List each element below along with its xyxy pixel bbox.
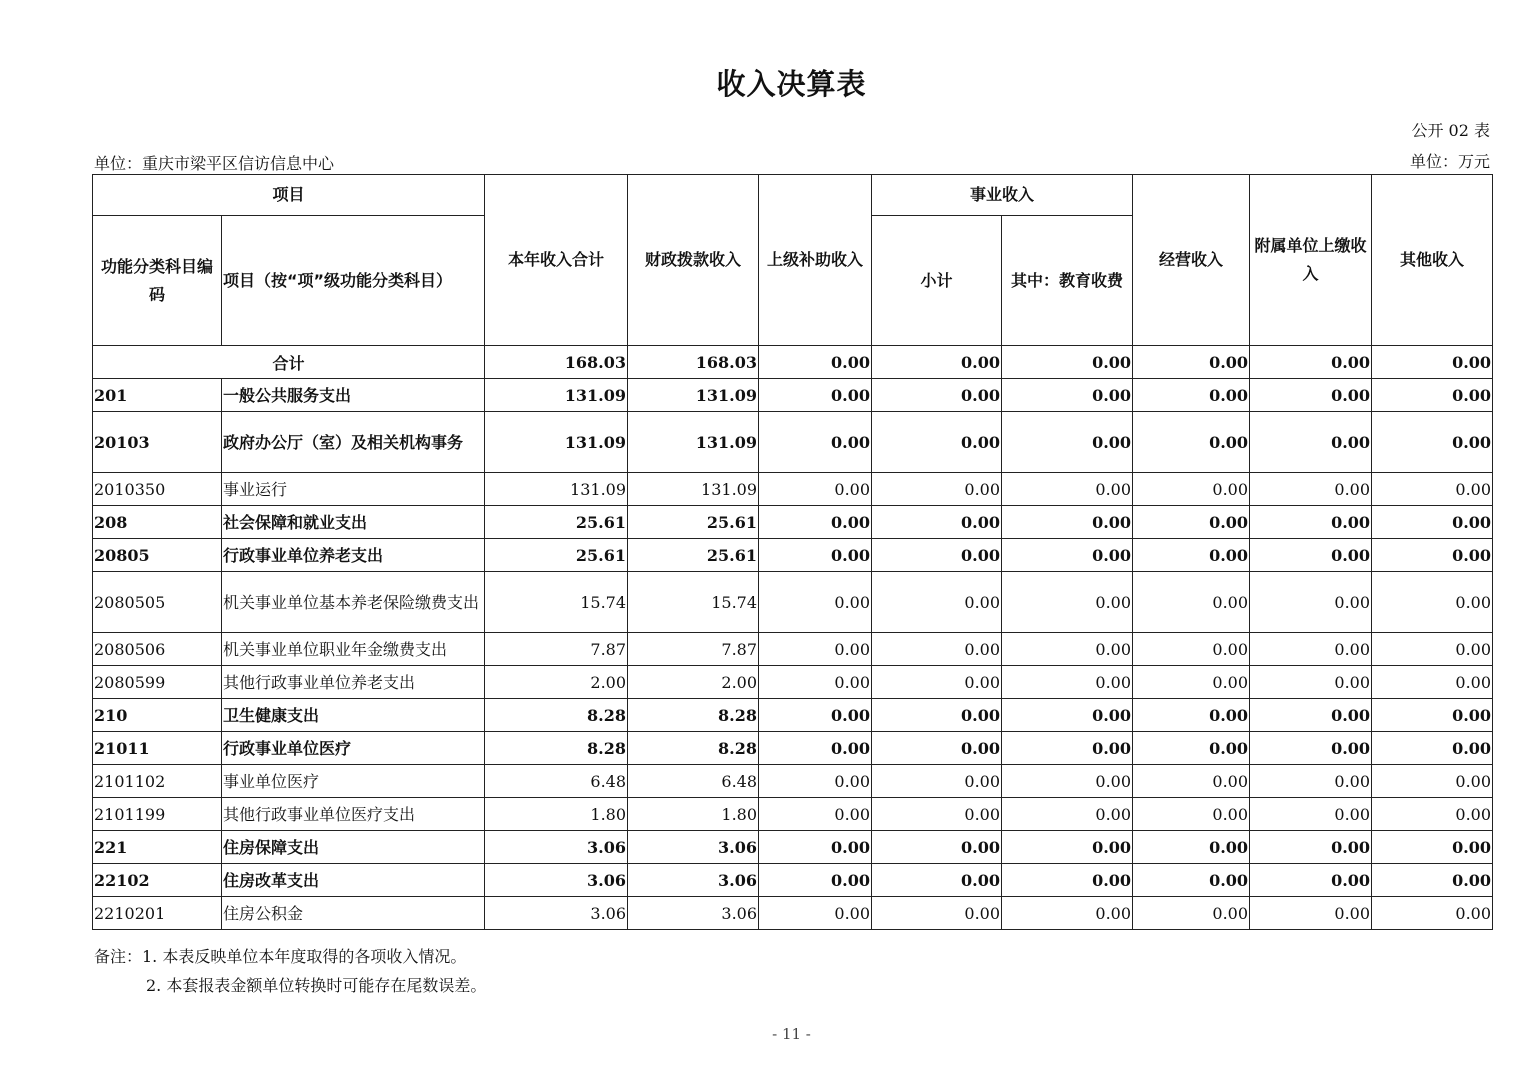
row-value: 0.00: [872, 666, 1002, 699]
row-name: 一般公共服务支出: [222, 379, 485, 412]
income-table: [92, 174, 1493, 930]
row-value: 0.00: [872, 506, 1002, 539]
header-operating: 经营收入: [1133, 175, 1250, 346]
row-value: 0.00: [1372, 666, 1493, 699]
row-value: 0.00: [759, 732, 872, 765]
row-code: 20103: [93, 412, 222, 473]
row-value: 3.06: [485, 864, 628, 897]
row-code: 2010350: [93, 473, 222, 506]
row-code: 22102: [93, 864, 222, 897]
row-value: 0.00: [1133, 633, 1250, 666]
row-value: 0.00: [1133, 732, 1250, 765]
row-value: 0.00: [1002, 379, 1133, 412]
row-value: 25.61: [628, 506, 759, 539]
total-value: 168.03: [485, 346, 628, 379]
table-header: [93, 175, 1493, 346]
note-line-2: 2. 本套报表金额单位转换时可能存在尾数误差。: [146, 976, 487, 995]
row-code: 2101102: [93, 765, 222, 798]
table-row: [93, 831, 1493, 864]
row-value: 0.00: [1133, 572, 1250, 633]
row-value: 0.00: [1250, 412, 1372, 473]
row-value: 0.00: [1250, 765, 1372, 798]
row-code: 221: [93, 831, 222, 864]
row-value: 0.00: [1372, 379, 1493, 412]
total-value: 0.00: [759, 346, 872, 379]
header-func-name: 项目（按“项”级功能分类科目）: [222, 216, 485, 346]
row-value: 0.00: [1250, 864, 1372, 897]
row-value: 0.00: [759, 666, 872, 699]
table-row: [93, 539, 1493, 572]
row-name: 事业单位医疗: [222, 765, 485, 798]
row-value: 131.09: [485, 412, 628, 473]
row-value: 131.09: [485, 379, 628, 412]
row-value: 0.00: [1002, 666, 1133, 699]
row-value: 131.09: [628, 473, 759, 506]
row-name: 政府办公厅（室）及相关机构事务: [222, 412, 485, 473]
row-name: 卫生健康支出: [222, 699, 485, 732]
row-value: 0.00: [759, 473, 872, 506]
row-value: 0.00: [759, 379, 872, 412]
row-value: 0.00: [1250, 831, 1372, 864]
row-value: 0.00: [872, 864, 1002, 897]
row-code: 2080506: [93, 633, 222, 666]
row-code: 208: [93, 506, 222, 539]
row-code: 201: [93, 379, 222, 412]
currency-unit: 单位：万元: [1409, 152, 1490, 171]
row-value: 0.00: [759, 699, 872, 732]
header-education: 其中：教育收费: [1002, 216, 1133, 346]
row-value: 0.00: [872, 633, 1002, 666]
table-row: [93, 473, 1493, 506]
row-value: 7.87: [485, 633, 628, 666]
row-value: 0.00: [872, 798, 1002, 831]
row-value: 0.00: [1372, 864, 1493, 897]
row-value: 0.00: [1133, 699, 1250, 732]
table-row: [93, 864, 1493, 897]
row-value: 8.28: [485, 699, 628, 732]
row-value: 0.00: [1250, 666, 1372, 699]
row-value: 0.00: [759, 897, 872, 930]
row-code: 210: [93, 699, 222, 732]
header-total: 本年收入合计: [485, 175, 628, 346]
row-value: 0.00: [872, 831, 1002, 864]
reporting-unit: 单位：重庆市梁平区信访信息中心: [94, 154, 335, 173]
row-value: 0.00: [1250, 379, 1372, 412]
row-value: 0.00: [1133, 379, 1250, 412]
row-value: 0.00: [1250, 473, 1372, 506]
row-value: 0.00: [1250, 699, 1372, 732]
row-value: 0.00: [872, 897, 1002, 930]
total-label: 合计: [93, 346, 485, 379]
total-value: 0.00: [872, 346, 1002, 379]
header-func-code: 功能分类科目编码: [93, 216, 222, 346]
row-code: 21011: [93, 732, 222, 765]
row-value: 0.00: [1002, 864, 1133, 897]
row-code: 20805: [93, 539, 222, 572]
row-value: 0.00: [759, 831, 872, 864]
row-value: 0.00: [1133, 897, 1250, 930]
table-row: [93, 699, 1493, 732]
header-other: 其他收入: [1372, 175, 1493, 346]
row-value: 25.61: [485, 539, 628, 572]
row-value: 6.48: [628, 765, 759, 798]
row-code: 2080599: [93, 666, 222, 699]
total-row: [93, 346, 1493, 379]
row-value: 3.06: [628, 897, 759, 930]
row-name: 行政事业单位养老支出: [222, 539, 485, 572]
notes: [94, 942, 486, 1000]
row-value: 1.80: [628, 798, 759, 831]
row-name: 其他行政事业单位养老支出: [222, 666, 485, 699]
row-value: 0.00: [1250, 732, 1372, 765]
row-value: 0.00: [759, 506, 872, 539]
row-value: 2.00: [485, 666, 628, 699]
row-value: 0.00: [1002, 572, 1133, 633]
row-value: 3.06: [628, 831, 759, 864]
table-row: [93, 765, 1493, 798]
table-row: [93, 379, 1493, 412]
row-value: 0.00: [1133, 765, 1250, 798]
row-value: 0.00: [1133, 831, 1250, 864]
row-value: 3.06: [485, 897, 628, 930]
header-item-group: 项目: [93, 175, 485, 216]
row-name: 机关事业单位基本养老保险缴费支出: [222, 572, 485, 633]
row-value: 0.00: [759, 633, 872, 666]
row-value: 0.00: [1002, 506, 1133, 539]
row-value: 2.00: [628, 666, 759, 699]
row-value: 0.00: [1372, 897, 1493, 930]
row-value: 0.00: [1133, 666, 1250, 699]
row-value: 15.74: [628, 572, 759, 633]
row-value: 0.00: [1250, 506, 1372, 539]
header-affiliated: 附属单位上缴收入: [1250, 175, 1372, 346]
row-value: 0.00: [872, 732, 1002, 765]
total-value: 0.00: [1002, 346, 1133, 379]
row-value: 0.00: [1002, 765, 1133, 798]
row-value: 0.00: [872, 699, 1002, 732]
row-value: 0.00: [1133, 506, 1250, 539]
row-value: 0.00: [1002, 633, 1133, 666]
row-value: 0.00: [1372, 412, 1493, 473]
row-name: 机关事业单位职业年金缴费支出: [222, 633, 485, 666]
row-value: 0.00: [1133, 412, 1250, 473]
row-value: 131.09: [628, 412, 759, 473]
row-value: 25.61: [485, 506, 628, 539]
row-value: 0.00: [1133, 798, 1250, 831]
row-value: 131.09: [628, 379, 759, 412]
row-value: 0.00: [872, 539, 1002, 572]
row-value: 0.00: [1002, 539, 1133, 572]
row-name: 住房保障支出: [222, 831, 485, 864]
row-value: 0.00: [759, 765, 872, 798]
row-value: 0.00: [1133, 864, 1250, 897]
row-name: 其他行政事业单位医疗支出: [222, 798, 485, 831]
row-code: 2101199: [93, 798, 222, 831]
row-value: 0.00: [872, 765, 1002, 798]
row-value: 0.00: [1372, 699, 1493, 732]
page-number: - 11 -: [772, 1025, 811, 1043]
header-business-group: 事业收入: [872, 175, 1133, 216]
row-value: 8.28: [628, 732, 759, 765]
row-value: 0.00: [759, 798, 872, 831]
row-value: 0.00: [759, 539, 872, 572]
table-row: [93, 633, 1493, 666]
row-value: 0.00: [1250, 539, 1372, 572]
row-value: 0.00: [872, 412, 1002, 473]
row-value: 1.80: [485, 798, 628, 831]
table-row: [93, 897, 1493, 930]
row-value: 15.74: [485, 572, 628, 633]
row-value: 0.00: [1002, 412, 1133, 473]
row-value: 131.09: [485, 473, 628, 506]
total-value: 0.00: [1133, 346, 1250, 379]
row-value: 0.00: [1002, 831, 1133, 864]
row-value: 25.61: [628, 539, 759, 572]
row-value: 0.00: [1372, 732, 1493, 765]
row-value: 0.00: [1133, 473, 1250, 506]
row-name: 住房改革支出: [222, 864, 485, 897]
row-value: 0.00: [1372, 539, 1493, 572]
row-value: 0.00: [872, 379, 1002, 412]
table-row: [93, 572, 1493, 633]
table-row: [93, 798, 1493, 831]
table-row: [93, 412, 1493, 473]
row-name: 行政事业单位医疗: [222, 732, 485, 765]
row-code: 2080505: [93, 572, 222, 633]
row-value: 0.00: [759, 572, 872, 633]
row-value: 0.00: [759, 864, 872, 897]
row-value: 0.00: [1372, 831, 1493, 864]
row-value: 0.00: [1250, 798, 1372, 831]
form-number: 公开 02 表: [1411, 121, 1490, 140]
page-title: 收入决算表: [716, 67, 867, 101]
row-value: 3.06: [628, 864, 759, 897]
total-value: 0.00: [1250, 346, 1372, 379]
table-row: [93, 506, 1493, 539]
row-value: 8.28: [628, 699, 759, 732]
row-value: 0.00: [1002, 699, 1133, 732]
row-value: 0.00: [1250, 897, 1372, 930]
row-name: 社会保障和就业支出: [222, 506, 485, 539]
row-value: 0.00: [1002, 732, 1133, 765]
row-value: 0.00: [1002, 897, 1133, 930]
header-fiscal: 财政拨款收入: [628, 175, 759, 346]
row-value: 0.00: [1372, 798, 1493, 831]
row-value: 3.06: [485, 831, 628, 864]
row-value: 0.00: [1372, 765, 1493, 798]
row-value: 0.00: [872, 572, 1002, 633]
table-row: [93, 732, 1493, 765]
row-value: 0.00: [1002, 473, 1133, 506]
row-value: 0.00: [1002, 798, 1133, 831]
row-name: 事业运行: [222, 473, 485, 506]
row-value: 0.00: [1133, 539, 1250, 572]
row-value: 0.00: [759, 412, 872, 473]
row-value: 0.00: [1372, 473, 1493, 506]
row-name: 住房公积金: [222, 897, 485, 930]
row-value: 0.00: [1372, 506, 1493, 539]
total-value: 168.03: [628, 346, 759, 379]
header-superior: 上级补助收入: [759, 175, 872, 346]
row-value: 6.48: [485, 765, 628, 798]
row-value: 0.00: [1250, 572, 1372, 633]
row-value: 0.00: [872, 473, 1002, 506]
row-value: 8.28: [485, 732, 628, 765]
total-value: 0.00: [1372, 346, 1493, 379]
header-subtotal: 小计: [872, 216, 1002, 346]
row-code: 2210201: [93, 897, 222, 930]
row-value: 7.87: [628, 633, 759, 666]
table-body: [93, 346, 1493, 930]
row-value: 0.00: [1250, 633, 1372, 666]
row-value: 0.00: [1372, 633, 1493, 666]
table-row: [93, 666, 1493, 699]
row-value: 0.00: [1372, 572, 1493, 633]
note-line-1: 备注：1. 本表反映单位本年度取得的各项收入情况。: [94, 947, 467, 966]
